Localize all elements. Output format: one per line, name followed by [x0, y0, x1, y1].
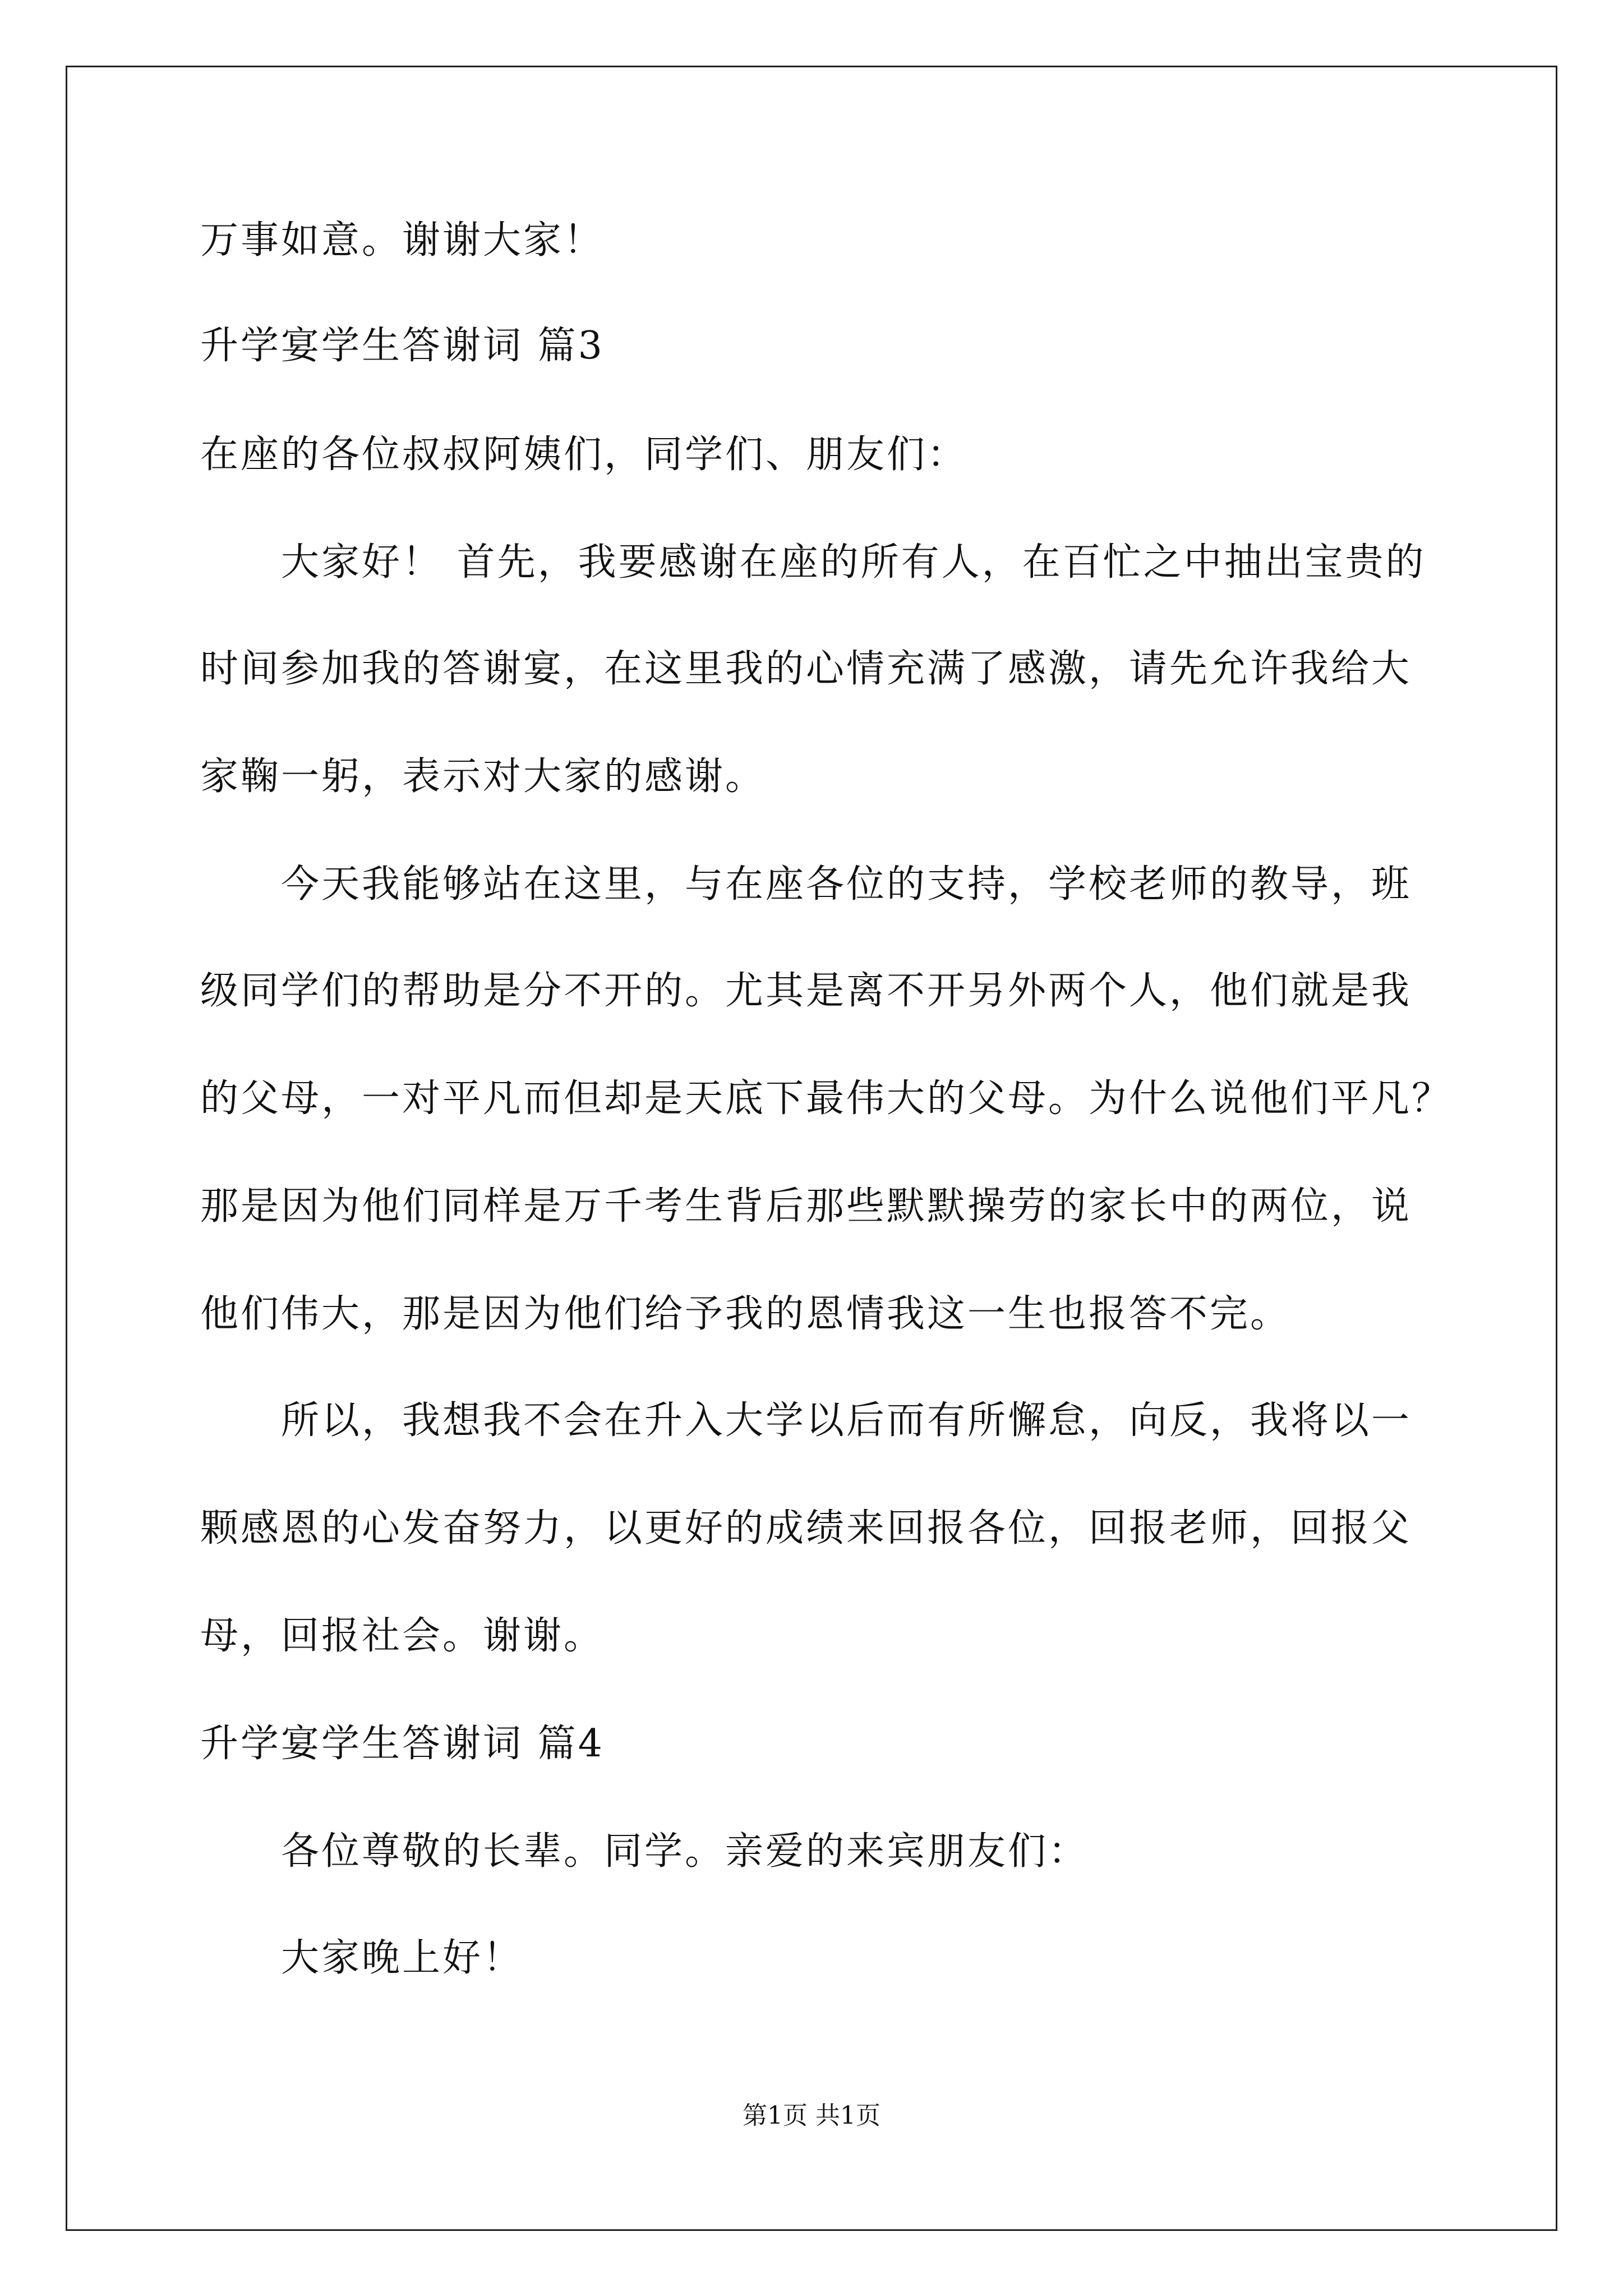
paragraph-line: 的父母，一对平凡而但却是天底下最伟大的父母。为什么说他们平凡？: [200, 1076, 1453, 1121]
salutation: 各位尊敬的长辈。同学。亲爱的来宾朋友们：: [281, 1829, 1089, 1874]
paragraph-line: 时间参加我的答谢宴，在这里我的心情充满了感激，请先允许我给大: [200, 647, 1412, 691]
paragraph-line: 家鞠一躬，表示对大家的感谢。: [200, 754, 766, 799]
paragraph-line: 级同学们的帮助是分不开的。尤其是离不开另外两个人，他们就是我: [200, 969, 1412, 1013]
paragraph-line: 母，回报社会。谢谢。: [200, 1614, 605, 1658]
paragraph-line: 颗感恩的心发奋努力，以更好的成绩来回报各位，回报老师，回报父: [200, 1506, 1412, 1550]
paragraph-line: 那是因为他们同样是万千考生背后那些默默操劳的家长中的两位，说: [200, 1184, 1412, 1228]
greeting-line: 大家晚上好！: [281, 1936, 524, 1980]
salutation: 在座的各位叔叔阿姨们，同学们、朋友们：: [200, 432, 968, 477]
paragraph-line: 所以，我想我不会在升入大学以后而有所懈怠，向反，我将以一: [281, 1398, 1412, 1443]
paragraph-line: 大家好！ 首先，我要感谢在座的所有人，在百忙之中抽出宝贵的: [281, 540, 1426, 585]
paragraph-line: 他们伟大，那是因为他们给予我的恩情我这一生也报答不完。: [200, 1292, 1291, 1336]
page-footer: 第1页 共1页: [743, 2101, 880, 2130]
page-border: [66, 66, 1557, 2231]
text-line: 万事如意。谢谢大家！: [200, 218, 605, 263]
section-heading-3: 升学宴学生答谢词 篇3: [200, 324, 605, 368]
section-heading-4: 升学宴学生答谢词 篇4: [200, 1722, 605, 1766]
paragraph-line: 今天我能够站在这里，与在座各位的支持，学校老师的教导，班: [281, 862, 1412, 907]
